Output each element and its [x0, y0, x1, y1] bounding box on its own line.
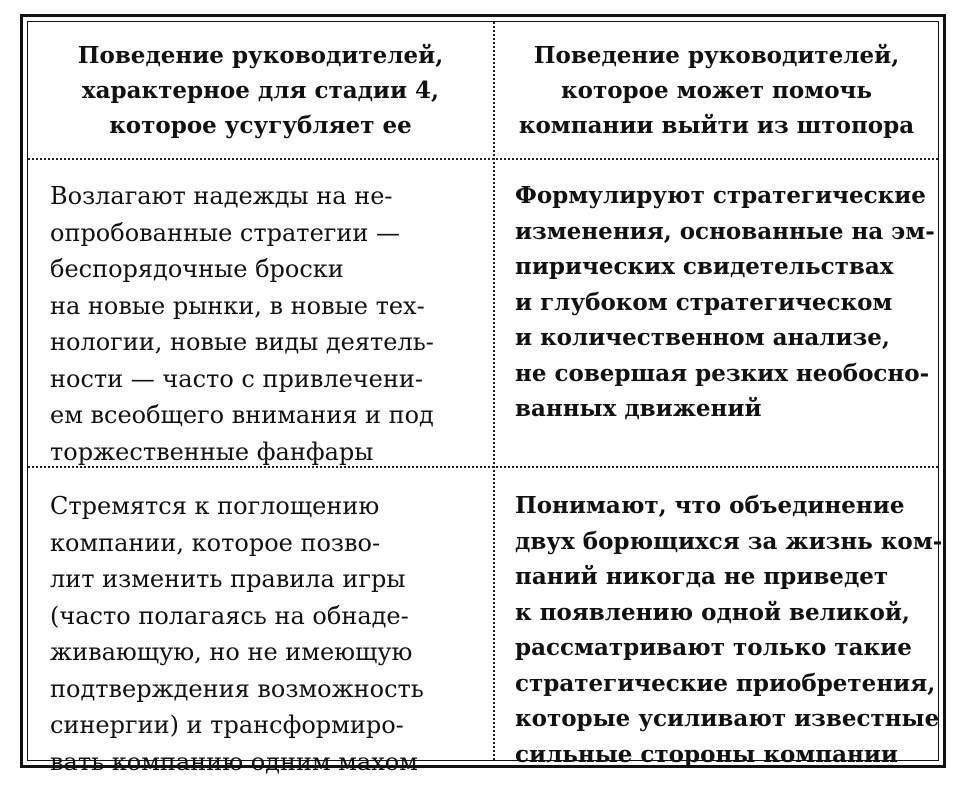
text-line: Стремятся к поглощению [50, 492, 380, 520]
header-line: характерное для стадии 4, [81, 76, 440, 104]
text-line: не совершая резких необосно- [515, 359, 930, 387]
text-line: вать компанию одним махом [50, 747, 418, 776]
row1-left-text [50, 178, 479, 470]
text-line: двух борющихся за жизнь ком- [515, 527, 943, 555]
row2-right-text [515, 488, 943, 772]
header-line: компании выйти из штопора [518, 111, 915, 139]
text-line: подтверждения возможность [50, 674, 424, 703]
text-line: рассматривают только такие [515, 634, 912, 661]
text-line: к появлению одной великой, [515, 598, 910, 626]
header-right-text [519, 38, 914, 143]
text-line: беспорядочные броски [50, 255, 344, 283]
text-line: пирических свидетельствах [515, 253, 894, 280]
text-line: (часто полагаясь на обнаде- [50, 601, 409, 630]
header-line: Поведение руководителей, [533, 41, 900, 69]
text-line: паний никогда не приведет [515, 563, 889, 590]
text-line: и количественном анализе, [515, 324, 890, 351]
row2-left-cell [28, 468, 493, 776]
row1-left-cell [28, 160, 493, 466]
text-line: опробованные стратегии — [50, 218, 400, 247]
text-line: сильные стороны компании [515, 740, 898, 768]
header-line: которое усугубляет ее [109, 111, 412, 139]
comparison-table [27, 21, 943, 776]
header-line: которое может помочь [561, 76, 872, 104]
text-line: нологии, новые виды деятель- [50, 328, 434, 356]
text-line: и глубоком стратегическом [515, 288, 893, 316]
text-line: Возлагают надежды на не- [50, 182, 393, 210]
text-line: ем всеобщего внимания и под [50, 401, 434, 429]
text-line: стратегические приобретения, [515, 669, 936, 697]
table-frame [20, 14, 946, 776]
text-line: синергии) и трансформиро- [50, 711, 404, 739]
header-cell-left [28, 22, 493, 158]
text-line: на новые рынки, в новые тех- [50, 291, 425, 320]
text-line: Понимают, что объединение [515, 492, 905, 519]
row1-right-cell [495, 160, 938, 466]
row2-left-text [50, 488, 479, 780]
row1-right-text [515, 178, 935, 427]
text-line: торжественные фанфары [50, 437, 374, 466]
text-line: ванных движений [515, 395, 762, 422]
header-left-text [78, 38, 443, 143]
text-line: изменения, основанные на эм- [515, 217, 935, 245]
row2-right-cell [495, 468, 943, 768]
text-line: лит изменить правила игры [50, 565, 406, 593]
text-line: компании, которое позво- [50, 528, 381, 557]
header-line: Поведение руководителей, [77, 41, 444, 69]
text-line: Формулируют стратегические [515, 182, 926, 209]
header-cell-right [495, 22, 938, 158]
text-line: ности — часто с привлечени- [50, 364, 423, 393]
text-line: которые усиливают известные [515, 705, 940, 732]
text-line: живающую, но не имеющую [50, 638, 413, 666]
